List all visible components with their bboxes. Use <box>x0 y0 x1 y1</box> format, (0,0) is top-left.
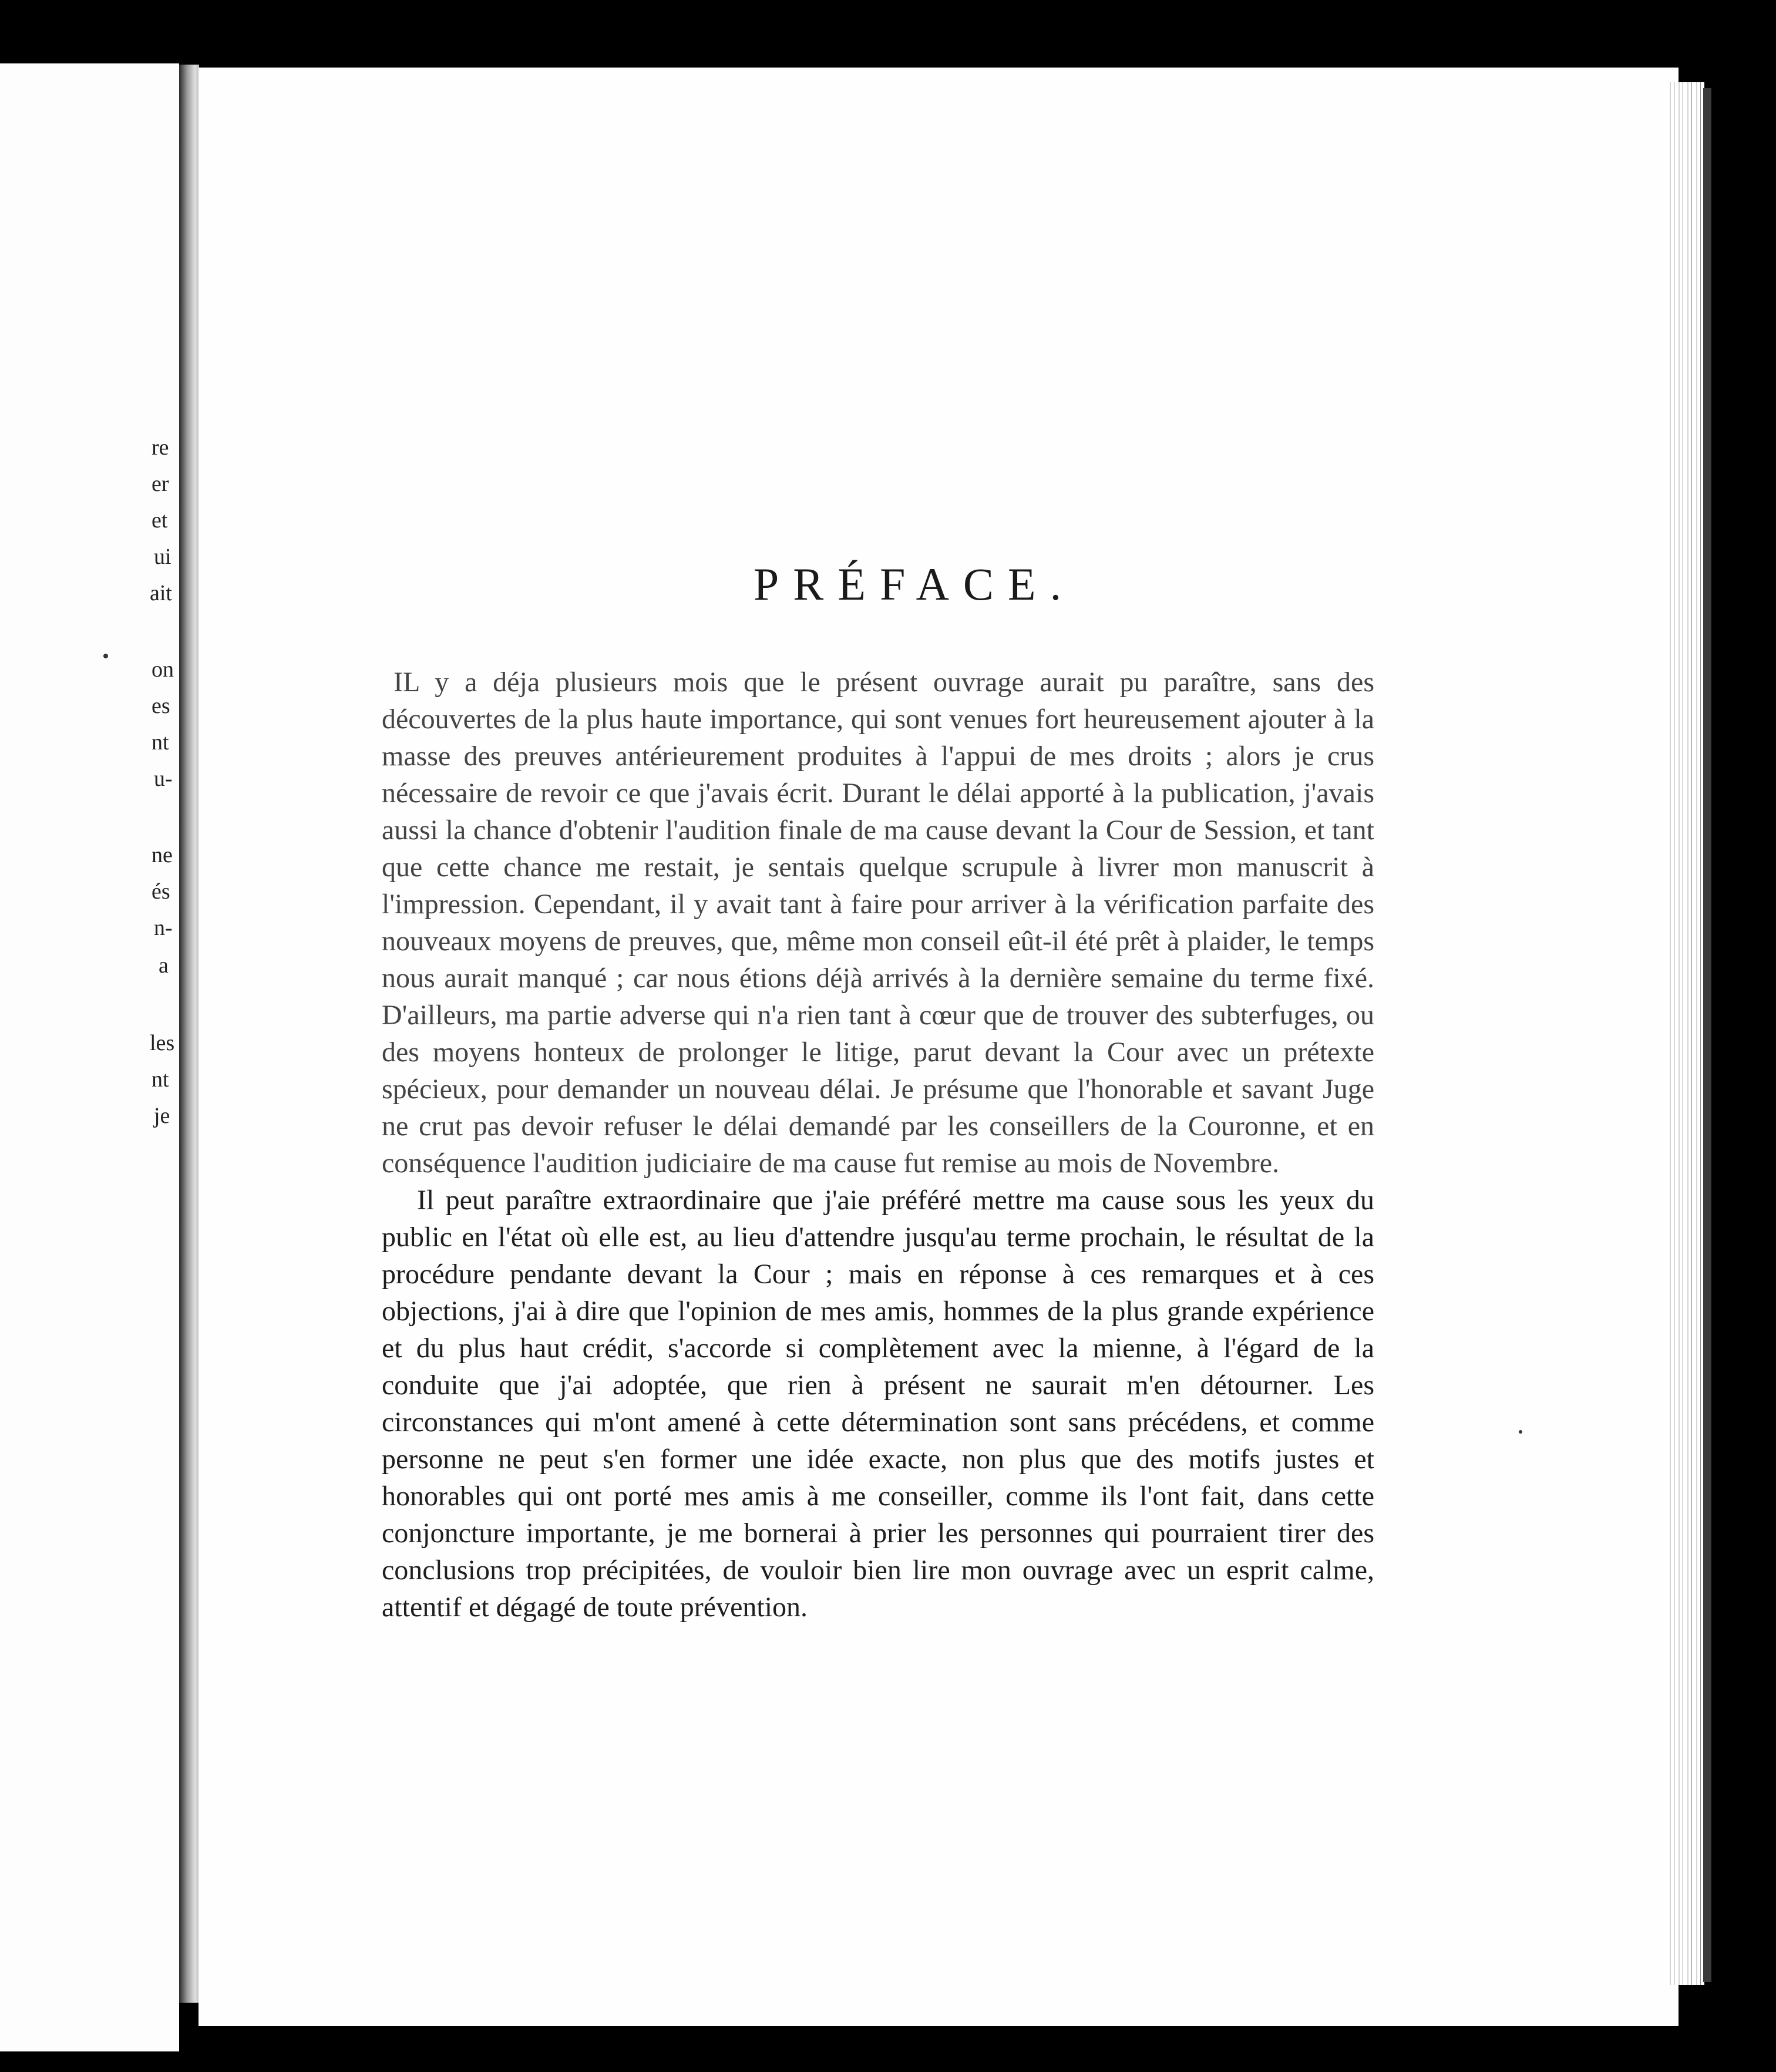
book-gutter <box>179 65 199 2003</box>
paragraph: Il peut paraître extraordinaire que j'aie préféré mettre ma cause sous les yeux du public en l'état où elle est, au lieu d'attendre jusqu'au terme prochain, le résultat de la procédure pendante devant la Cour ; mais en réponse à ces remarques et à ces objections, j'ai à dire que l'opinion de mes amis, hommes de la plus grande expérience et du plus haut crédit, s'accorde si complètement avec la mienne, à l'égard de la conduite que j'ai adoptée, que rien à présent ne saurait m'en détourner. Les circonstances qui m'ont amené à cette détermination sont sans précédens, et comme personne ne peut s'en former une idée exacte, non plus que des motifs justes et honorables qui ont porté mes amis à me conseiller, comme ils l'ont fait, dans cette conjoncture importante, je me bornerai à prier les personnes qui pourraient tirer des conclusions trop précipitées, de vouloir bien lire mon ouvrage avec un esprit calme, attentif et dégagé de toute prévention. <box>382 1185 1374 1623</box>
page-edge-shadow <box>1703 88 1711 1982</box>
left-fragment: on <box>152 657 174 682</box>
page-title: PRÉFACE. <box>753 559 1076 610</box>
preface-body <box>382 664 1374 1626</box>
left-fragment: nt <box>152 730 169 755</box>
left-fragment: a <box>159 953 169 978</box>
left-fragment: ne <box>152 843 173 867</box>
ink-dot <box>103 654 108 658</box>
left-fragment: nt <box>152 1067 169 1092</box>
ink-dot <box>1519 1430 1522 1434</box>
left-facing-page <box>0 63 179 2051</box>
paragraph: IL y a déja plusieurs mois que le présent ouvrage aurait pu paraître, sans des découvertes de la plus haute importance, qui sont venues fort heureusement ajouter à la masse des preuves antérieurement produites à l'appui de mes droits ; alors je crus nécessaire de revoir ce que j'avais écrit. Durant le délai apporté à la publication, j'avais aussi la chance d'obtenir l'audition finale de ma cause devant la Cour de Session, et tant que cette chance me restait, je sentais quelque scrupule à livrer mon manuscrit à l'impression. Cependant, il y avait tant à faire pour arriver à la vérification parfaite des nouveaux moyens de preuves, que, même mon conseil eût-il été prêt à plaider, le temps nous aurait manqué ; car nous étions déjà arrivés à la dernière semaine du terme fixé. D'ailleurs, ma partie adverse qui n'a rien tant à cœur que de trouver des subterfuges, ou des moyens honteux de prolonger le litige, parut devant la Cour avec un prétexte spécieux, pour demander un nouveau délai. Je présume que l'honorable et savant Juge ne crut pas devoir refuser le délai demandé par les conseillers de la Couronne, et en conséquence l'audition judiciaire de ma cause fut remise au mois de Novembre. <box>382 667 1374 1179</box>
left-fragment: és <box>152 879 170 904</box>
left-fragment: je <box>154 1104 170 1128</box>
left-fragment: u- <box>154 766 173 791</box>
left-fragment: ait <box>150 581 172 606</box>
left-fragment: les <box>150 1031 175 1055</box>
page-stack-edge <box>1666 82 1704 1985</box>
left-fragment: er <box>152 472 169 496</box>
left-fragment: ui <box>154 544 171 569</box>
left-fragment: n- <box>154 916 173 940</box>
left-fragment: re <box>152 435 169 460</box>
left-fragment: et <box>152 508 168 533</box>
left-page-text-fragments <box>0 63 179 2051</box>
left-fragment: es <box>152 694 170 718</box>
